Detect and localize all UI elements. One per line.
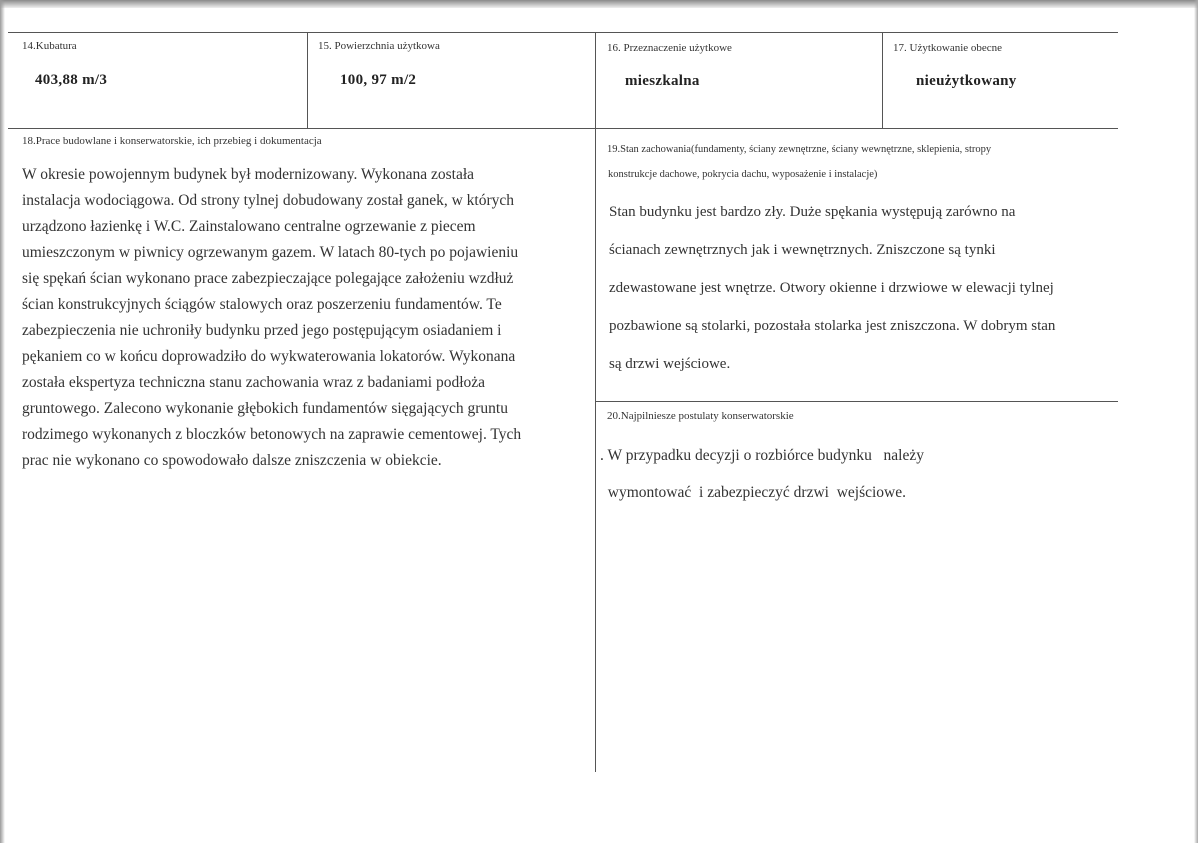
- col-divider-16-17: [882, 32, 883, 128]
- field-17-label: 17. Użytkowanie obecne: [893, 42, 1003, 54]
- section-18-line: gruntowego. Zalecono wykonanie głębokich fundamentów sięgających gruntu: [22, 400, 508, 417]
- field-16-value: mieszkalna: [625, 73, 700, 89]
- scan-right-edge: [1194, 0, 1198, 843]
- section-18-line: pękaniem co w końcu doprowadziło do wykwaterowania lokatorów. Wykonana: [22, 348, 516, 365]
- section-19-line: pozbawione są stolarki, pozostała stolarka jest zniszczona. W dobrym stan: [609, 318, 1056, 334]
- section-18-line: rodzimego wykonanych z bloczków betonowych na zaprawie cementowej. Tych: [22, 426, 522, 443]
- field-15-value: 100, 97 m/2: [340, 72, 417, 88]
- section-19-label: [607, 137, 1107, 187]
- section-20-line: wymontować i zabezpieczyć drzwi wejściowe.: [600, 484, 906, 501]
- field-15-label: 15. Powierzchnia użytkowa: [318, 40, 440, 52]
- section-19-label-line: konstrukcje dachowe, pokrycia dachu, wyposażenie i instalacje): [608, 169, 878, 180]
- scan-top-edge: [0, 0, 1198, 8]
- section-19-line: Stan budynku jest bardzo zły. Duże spękania występują zarówno na: [609, 204, 1016, 220]
- section-19-line: ścianach zewnętrznych jak i wewnętrznych. Zniszczone są tynki: [609, 242, 996, 258]
- field-17-value: nieużytkowany: [916, 73, 1017, 89]
- field-14-label: 14.Kubatura: [22, 40, 77, 52]
- section-18-line: urządzono łazienkę i W.C. Zainstalowano centralne ogrzewanie z piecem: [22, 218, 476, 235]
- section-18-line: została ekspertyza techniczna stanu zachowania wraz z badaniami podłoża: [22, 374, 486, 391]
- col-divider-main: [595, 32, 596, 772]
- section-20-line: . W przypadku decyzji o rozbiórce budynku należy: [600, 447, 924, 464]
- section-20-text: [600, 437, 1120, 511]
- section-18-line: W okresie powojennym budynek był modernizowany. Wykonana została: [22, 166, 475, 183]
- table-top-border: [8, 32, 1118, 33]
- section-18-line: się spękań ścian wykonano prace zabezpieczające polegające założeniu wzdłuż: [22, 270, 514, 287]
- section-19-label-line: 19.Stan zachowania(fundamenty, ściany zewnętrzne, ściany wewnętrzne, sklepienia, stropy: [607, 144, 992, 155]
- section-20-label: 20.Najpilniesze postulaty konserwatorskie: [607, 410, 794, 422]
- field-16-label: 16. Przeznaczenie użytkowe: [607, 42, 732, 54]
- section-18-text: [22, 162, 582, 474]
- col-divider-14-15: [307, 32, 308, 128]
- section-18-line: zabezpieczenia nie uchroniły budynku przed jego postępującym osiadaniem i: [22, 322, 502, 339]
- field-14-value: 403,88 m/3: [35, 72, 108, 88]
- section-19-line: są drzwi wejściowe.: [609, 356, 731, 372]
- section-18-line: prac nie wykonano co spowodowało dalsze zniszczenia w obiekcie.: [22, 452, 442, 469]
- section-19-text: [609, 193, 1129, 383]
- section19-20-divider: [595, 401, 1118, 402]
- section-18-line: instalacja wodociągowa. Od strony tylnej dobudowany został ganek, w których: [22, 192, 515, 209]
- row-divider-1: [8, 128, 1118, 129]
- section-18-label: 18.Prace budowlane i konserwatorskie, ich przebieg i dokumentacja: [22, 135, 322, 147]
- section-19-line: zdewastowane jest wnętrze. Otwory okienne i drzwiowe w elewacji tylnej: [609, 280, 1054, 296]
- scan-left-edge: [0, 0, 5, 843]
- section-18-line: ścian konstrukcyjnych ściągów stalowych oraz poszerzeniu fundamentów. Te: [22, 296, 502, 313]
- section-18-line: umieszczonym w piwnicy ogrzewanym gazem. W latach 80-tych po pojawieniu: [22, 244, 519, 261]
